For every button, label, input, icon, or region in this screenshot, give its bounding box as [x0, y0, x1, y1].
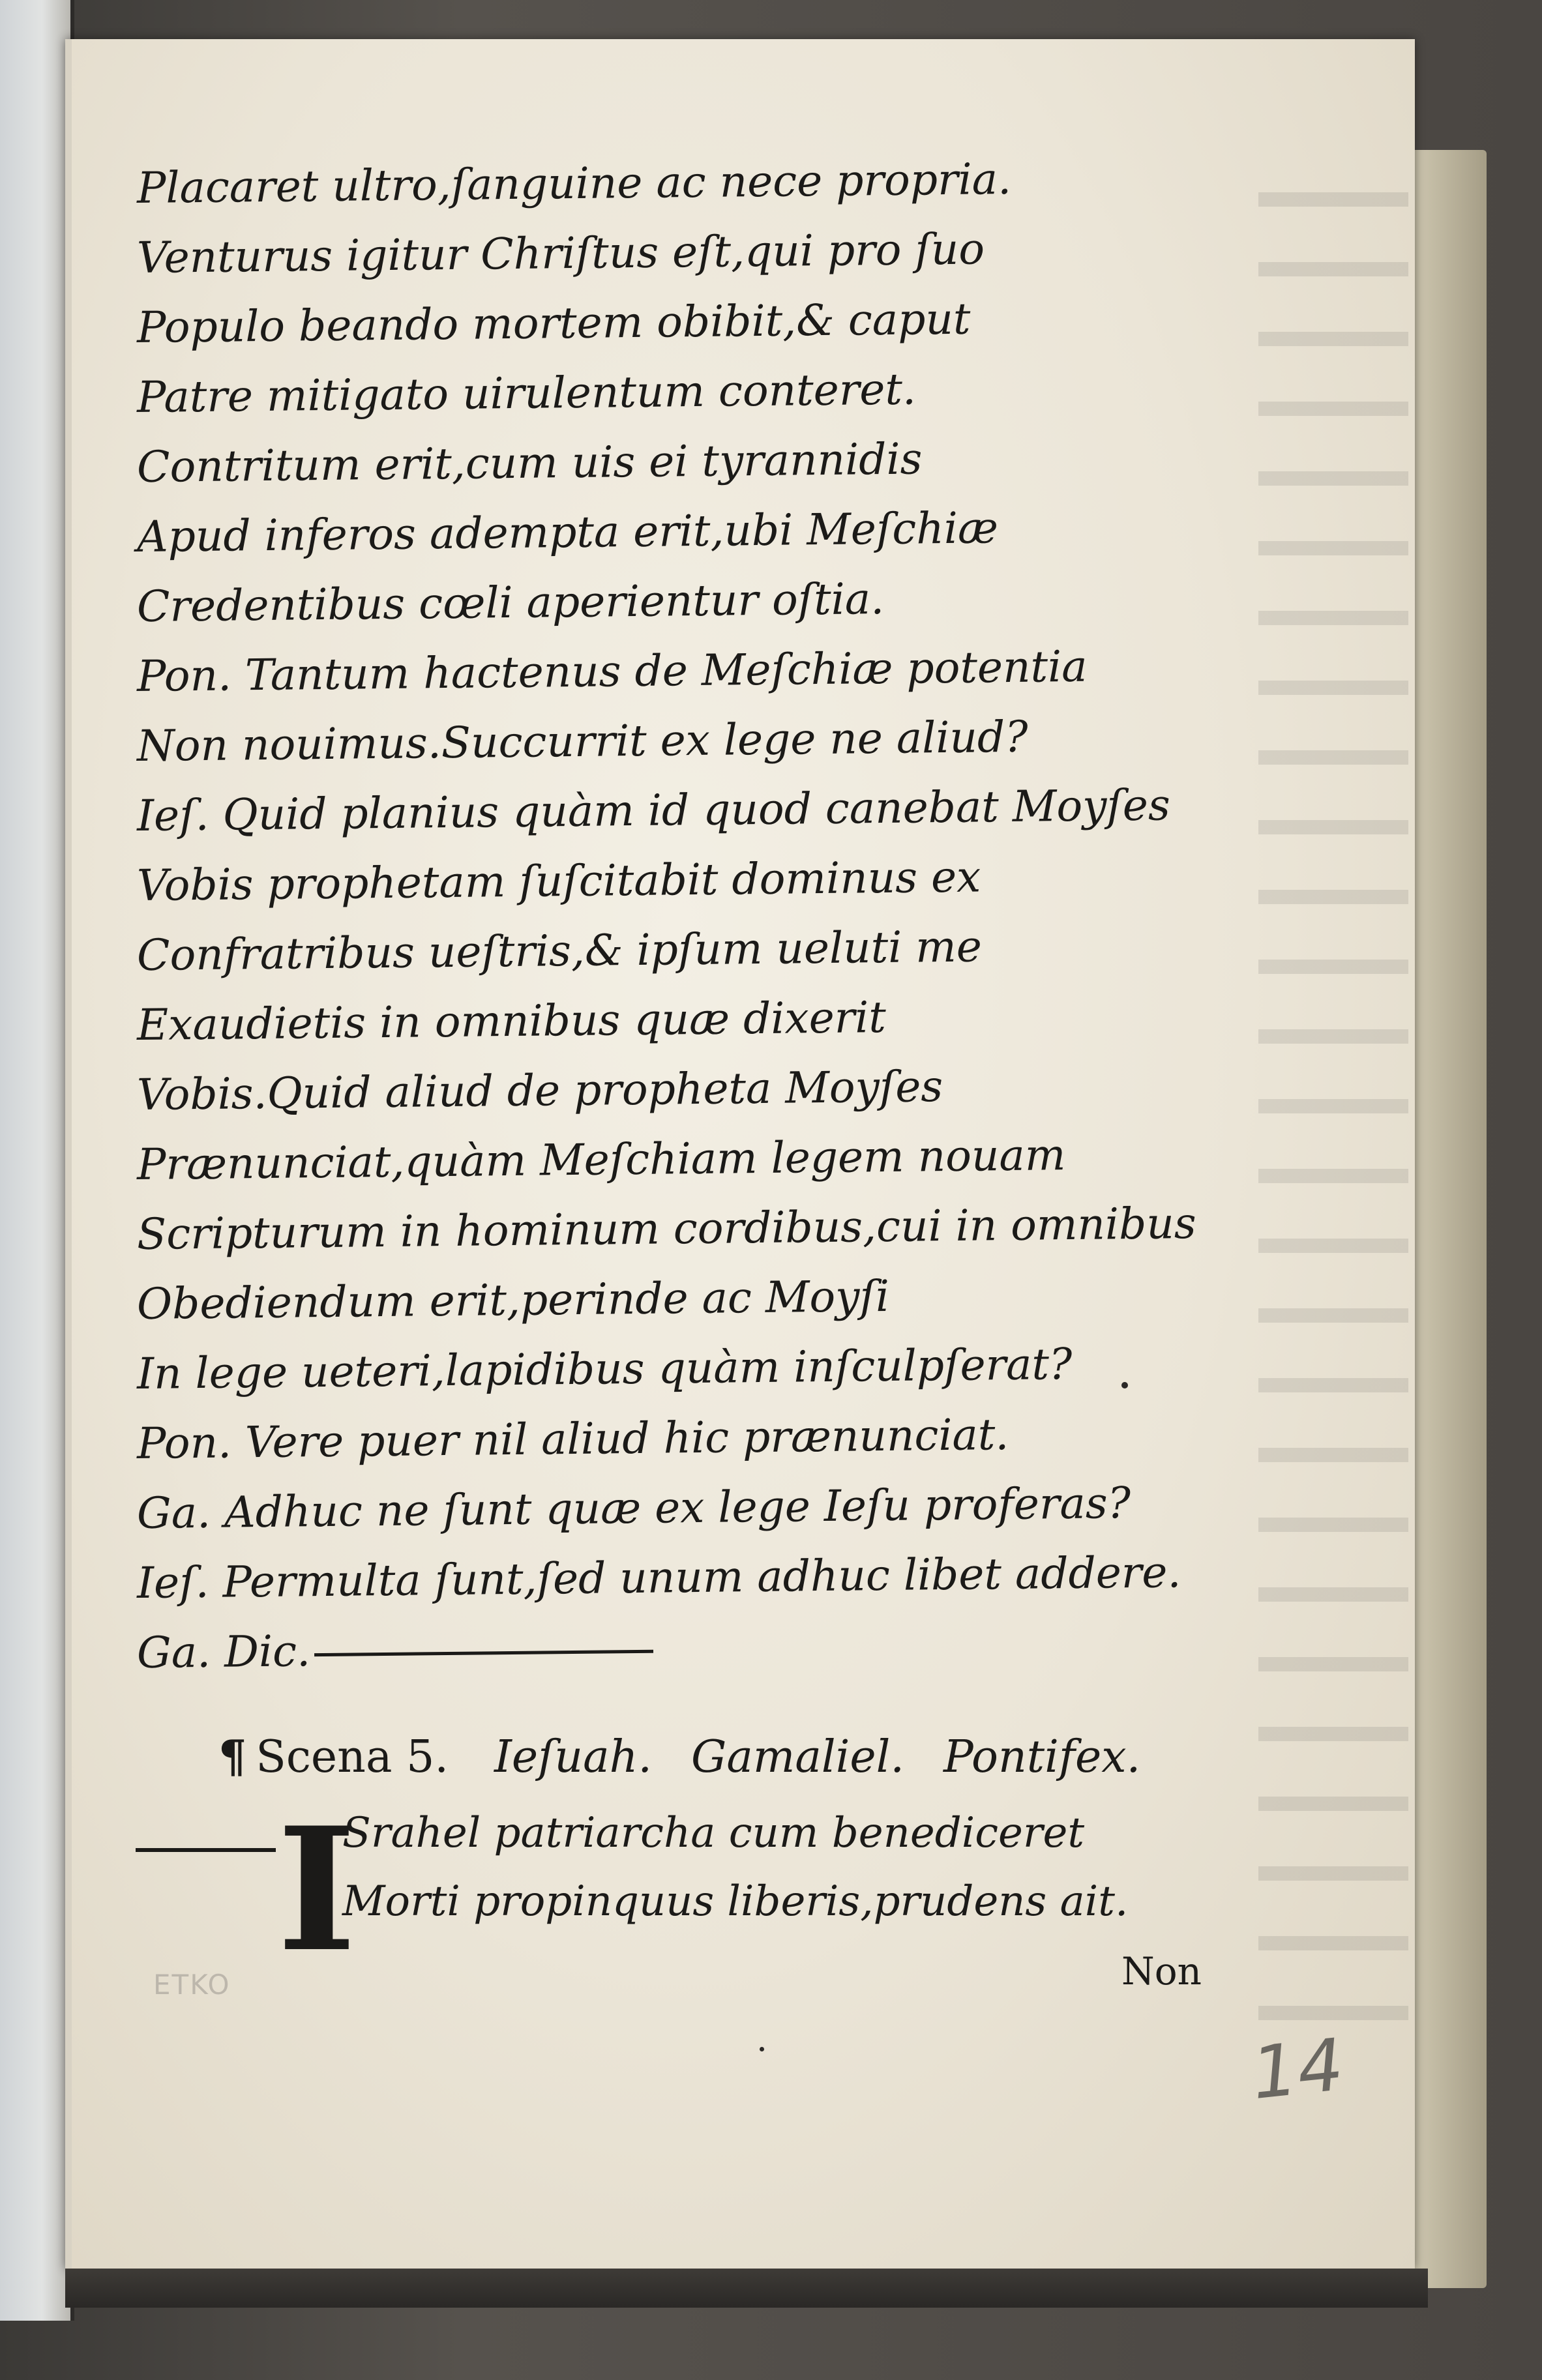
- pilcrow-icon: ¶: [218, 1731, 247, 1783]
- facing-page-edge: [0, 0, 74, 2321]
- scene-role: Gamaliel.: [691, 1731, 905, 1783]
- text-line: In lege ueteri,lapidibus quàm inſculpſerat?: [136, 1338, 1073, 1399]
- text-line: Venturus igitur Chriſtus eſt,qui pro ſuo: [136, 224, 985, 283]
- text-line: Ga. Adhuc ne ſunt quæ ex lege Ieſu proferas?: [136, 1478, 1131, 1538]
- page-number: 14: [1247, 2023, 1348, 2115]
- book-page: [65, 39, 1415, 2269]
- verse-line: Srahel patriarcha cum benediceret: [342, 1809, 1085, 1857]
- text-line: Confratribus ueſtris,& ipſum ueluti me: [136, 921, 983, 980]
- text-line: Scripturum in hominum cordibus,cui in omnibus: [136, 1197, 1197, 1259]
- horizontal-rule: [314, 1649, 653, 1656]
- text-line: Vobis.Quid aliud de propheta Moyſes: [136, 1061, 943, 1120]
- verse-line: Morti propinquus liberis,prudens ait.: [342, 1877, 1129, 1926]
- faded-stamp: ETKO: [153, 1969, 231, 2001]
- ink-spot: [760, 2047, 764, 2051]
- scene-heading: [218, 1731, 1179, 1783]
- text-line: Credentibus cœli aperientur oſtia.: [136, 574, 885, 632]
- text-line: Prænunciat,quàm Meſchiam legem nouam: [136, 1130, 1066, 1190]
- scene-role: Ieſuah.: [494, 1731, 653, 1783]
- text-line: Ieſ. Quid planius quàm id quod canebat Moyſes: [136, 780, 1171, 841]
- text-line: Apud inferos adempta erit,ubi Meſchiæ: [136, 503, 999, 562]
- text-line: Obediendum erit,perinde ac Moyſi: [136, 1271, 890, 1329]
- text-line: Pon. Vere puer nil aliud hic prænunciat.: [136, 1409, 1009, 1469]
- lead-rule: [136, 1848, 276, 1852]
- body-text: [137, 153, 1297, 1688]
- text-line-with-rule: [136, 1606, 1297, 1688]
- text-line: Pon. Tantum hactenus de Meſchiæ potentia: [136, 641, 1088, 701]
- drop-capital: I: [277, 1791, 357, 1990]
- scene-title: Scena 5.: [256, 1731, 449, 1783]
- speaker-line: Ga. Dic.: [136, 1626, 311, 1678]
- text-line: Patre mitigato uirulentum conteret.: [136, 364, 917, 422]
- text-line: Contritum erit,cum uis ei tyrannidis: [136, 433, 923, 492]
- text-line: Ieſ. Permulta ſunt,ſed unum adhuc libet addere.: [136, 1547, 1181, 1608]
- scene-role: Pontifex.: [943, 1731, 1141, 1783]
- catchword: Non: [1121, 1949, 1202, 1993]
- page-bottom-edge: [65, 2269, 1428, 2308]
- text-line: Non nouimus.Succurrit ex lege ne aliud?: [136, 711, 1028, 771]
- text-line: Exaudietis in omnibus quæ dixerit: [136, 992, 887, 1050]
- text-line: Vobis prophetam ſuſcitabit dominus ex: [136, 851, 981, 911]
- text-line: Populo beando mortem obibit,& caput: [136, 293, 971, 353]
- text-line: Placaret ultro,ſanguine ac nece propria.: [136, 153, 1012, 213]
- ink-spot: [1121, 1382, 1128, 1388]
